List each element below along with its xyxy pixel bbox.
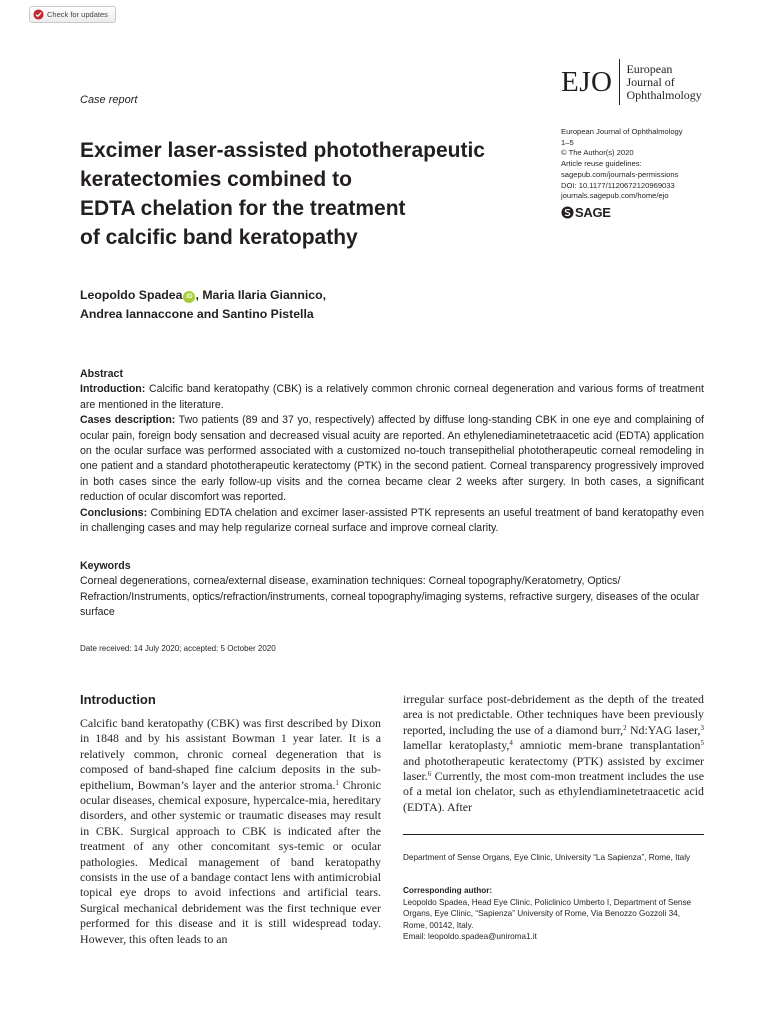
check-updates-icon [33, 9, 44, 20]
title-line: EDTA chelation for the treatment [80, 197, 406, 220]
author-line [80, 286, 480, 305]
meta-doi[interactable]: DOI: 10.1177/1120672120969033 [561, 180, 675, 190]
article-title [80, 136, 550, 252]
meta-copyright: © The Author(s) 2020 [561, 148, 634, 158]
keywords-heading: Keywords [80, 560, 131, 572]
body-text: and phototherapeutic keratectomy (PTK) assisted by excimer laser. [403, 753, 704, 784]
journal-name-line: Ophthalmology [626, 87, 702, 102]
check-for-updates-button[interactable] [29, 6, 116, 23]
author-rest: , Maria Ilaria Giannico, [195, 288, 327, 302]
title-line: of calcific band keratopathy [80, 226, 358, 249]
author-list [80, 286, 480, 324]
journal-abbr: EJO [561, 65, 613, 98]
abstract-section-text: Calcific band keratopathy (CBK) is a relatively common chronic corneal degeneration and various forms of treatment are mentioned in the literature. [80, 383, 704, 411]
meta-permissions-link[interactable]: sagepub.com/journals-permissions [561, 169, 679, 179]
meta-reuse: Article reuse guidelines: [561, 159, 642, 169]
journal-name [626, 63, 701, 102]
journal-name-line: Journal of [626, 74, 675, 89]
body-text: Nd:YAG laser, [626, 722, 701, 737]
footnote-divider [403, 834, 704, 835]
meta-journal-link[interactable]: journals.sagepub.com/home/ejo [561, 191, 669, 201]
citation-ref[interactable]: 5 [700, 739, 704, 748]
journal-name-line: European [626, 61, 673, 76]
publisher-name: SAGE [575, 205, 611, 220]
logo-divider [619, 59, 620, 105]
keywords [80, 559, 704, 621]
article-meta [561, 127, 683, 202]
check-updates-label: Check for updates [47, 10, 108, 19]
citation-ref[interactable]: 1 [335, 778, 339, 787]
corresponding-heading: Corresponding author: [403, 886, 493, 895]
publisher-logo [561, 206, 611, 219]
body-text: Chronic ocular diseases, chemical exposure, hypercalce-mia, hereditary disorders, and other systemic or traumatic diseases may result in CBK. Surgical approach to CBK is indicated after the treatment of any other concomitant sys-temic or ocular pathologies. Medical management of band keratopathy consists in the use of a bandage contact lens with antimicrobial topical eye drops to avoid infections and artificial tears. Surgical mechanical debridement was the first technique ever performed for this disease and it is still widespread today. However, this often leads to an [80, 777, 382, 946]
keywords-text: Corneal degenerations, cornea/external disease, examination techniques: Corneal topography/Keratometry, Optics/ Refraction/Instruments, optics/refraction/instruments, corneal topography/imaging systems, refractive surgery, diseases of the ocular surface [80, 575, 700, 619]
abstract-section-text: Two patients (89 and 37 yo, respectively) affected by diffuse long-standing CBK in one eye and complaining of ocular pain, foreign body sensation and decreased visual acuity are reported. An ethylenediaminetetraacetic acid (EDTA) application on the ocular surface was performed associated with a customized no-touch transepithelial phototherapeutic corneal remodeling in one patient and a standard phototherapeutic keratectomy (PTK) in the second patient. Corneal transparency progressively improved in both cases since the early follow-up visits and the cornea became clear 2 weeks after surgery. In both cases, a significant reduction of ocular discomfort was reported. [80, 414, 704, 504]
abstract-conclusions [80, 506, 704, 537]
abstract-section-label: Conclusions: [80, 506, 148, 519]
citation-ref[interactable]: 6 [427, 770, 432, 779]
introduction-heading: Introduction [80, 692, 156, 707]
corresponding-address: Leopoldo Spadea, Head Eye Clinic, Policlinico Umberto I, Department of Sense Organs, Eye Clinic, “Sapienza” University of Rome, Via Benozzo Gozzoli 34, Rome, 00142, Italy. [403, 897, 692, 930]
abstract-section-text: Combining EDTA chelation and excimer laser-assisted PTK represents an useful treatment of band keratopathy even in challenging cases and may help regularize corneal surface and improve corneal clarity. [80, 506, 704, 535]
meta-pages: 1–5 [561, 137, 574, 147]
corresponding-email[interactable]: Email: leopoldo.spadea@uniroma1.it [403, 932, 537, 942]
abstract-heading: Abstract [80, 368, 123, 380]
body-text: irregular surface post-debridement as the depth of the treated area is not predictable. Other techniques have been previously reported, including the use of a diamond burr, [403, 692, 704, 737]
body-text: lamellar keratoplasty, [403, 738, 510, 753]
abstract-section-label: Cases description: [80, 414, 176, 427]
citation-ref[interactable]: 2 [623, 723, 627, 732]
abstract [80, 367, 704, 536]
meta-journal: European Journal of Ophthalmology [561, 127, 683, 136]
body-text: Currently, the most com-mon treatment includes the use of a metal ion chelator, such as ethylendiaminetetraacetic acid (EDTA). After [403, 769, 704, 814]
author-line-2: Andrea Iannaccone and Santino Pistella [80, 307, 314, 321]
orcid-icon[interactable]: iD [183, 291, 195, 303]
date-received: Date received: 14 July 2020; accepted: 5 October 2020 [80, 644, 276, 653]
abstract-cases [80, 413, 704, 505]
corresponding-author [403, 885, 704, 943]
title-line: keratectomies combined to [80, 168, 352, 191]
abstract-section-label: Introduction: [80, 383, 146, 396]
affiliation: Department of Sense Organs, Eye Clinic, University “La Sapienza”, Rome, Italy [403, 853, 691, 862]
citation-ref[interactable]: 4 [509, 739, 513, 748]
author-first[interactable]: Leopoldo Spadea [80, 288, 183, 302]
citation-ref[interactable]: 3 [700, 723, 704, 732]
abstract-introduction [80, 382, 704, 413]
sage-logo-icon [561, 206, 574, 219]
body-text: amniotic mem-brane transplantation [512, 738, 701, 753]
journal-logo [561, 58, 702, 106]
introduction-left-column [80, 716, 381, 947]
article-type: Case report [80, 94, 138, 106]
introduction-right-column [403, 692, 704, 815]
title-line: Excimer laser-assisted phototherapeutic [80, 139, 485, 162]
body-text: Calcific band keratopathy (CBK) was first described by Dixon in 1848 and by his assistant Bowman 1 year later. It is a relatively common, chronic corneal degeneration that is composed of band-shaped fine calcium deposits in the sub-epithelium, Bowman’s layer and the anterior stroma. [80, 716, 381, 792]
